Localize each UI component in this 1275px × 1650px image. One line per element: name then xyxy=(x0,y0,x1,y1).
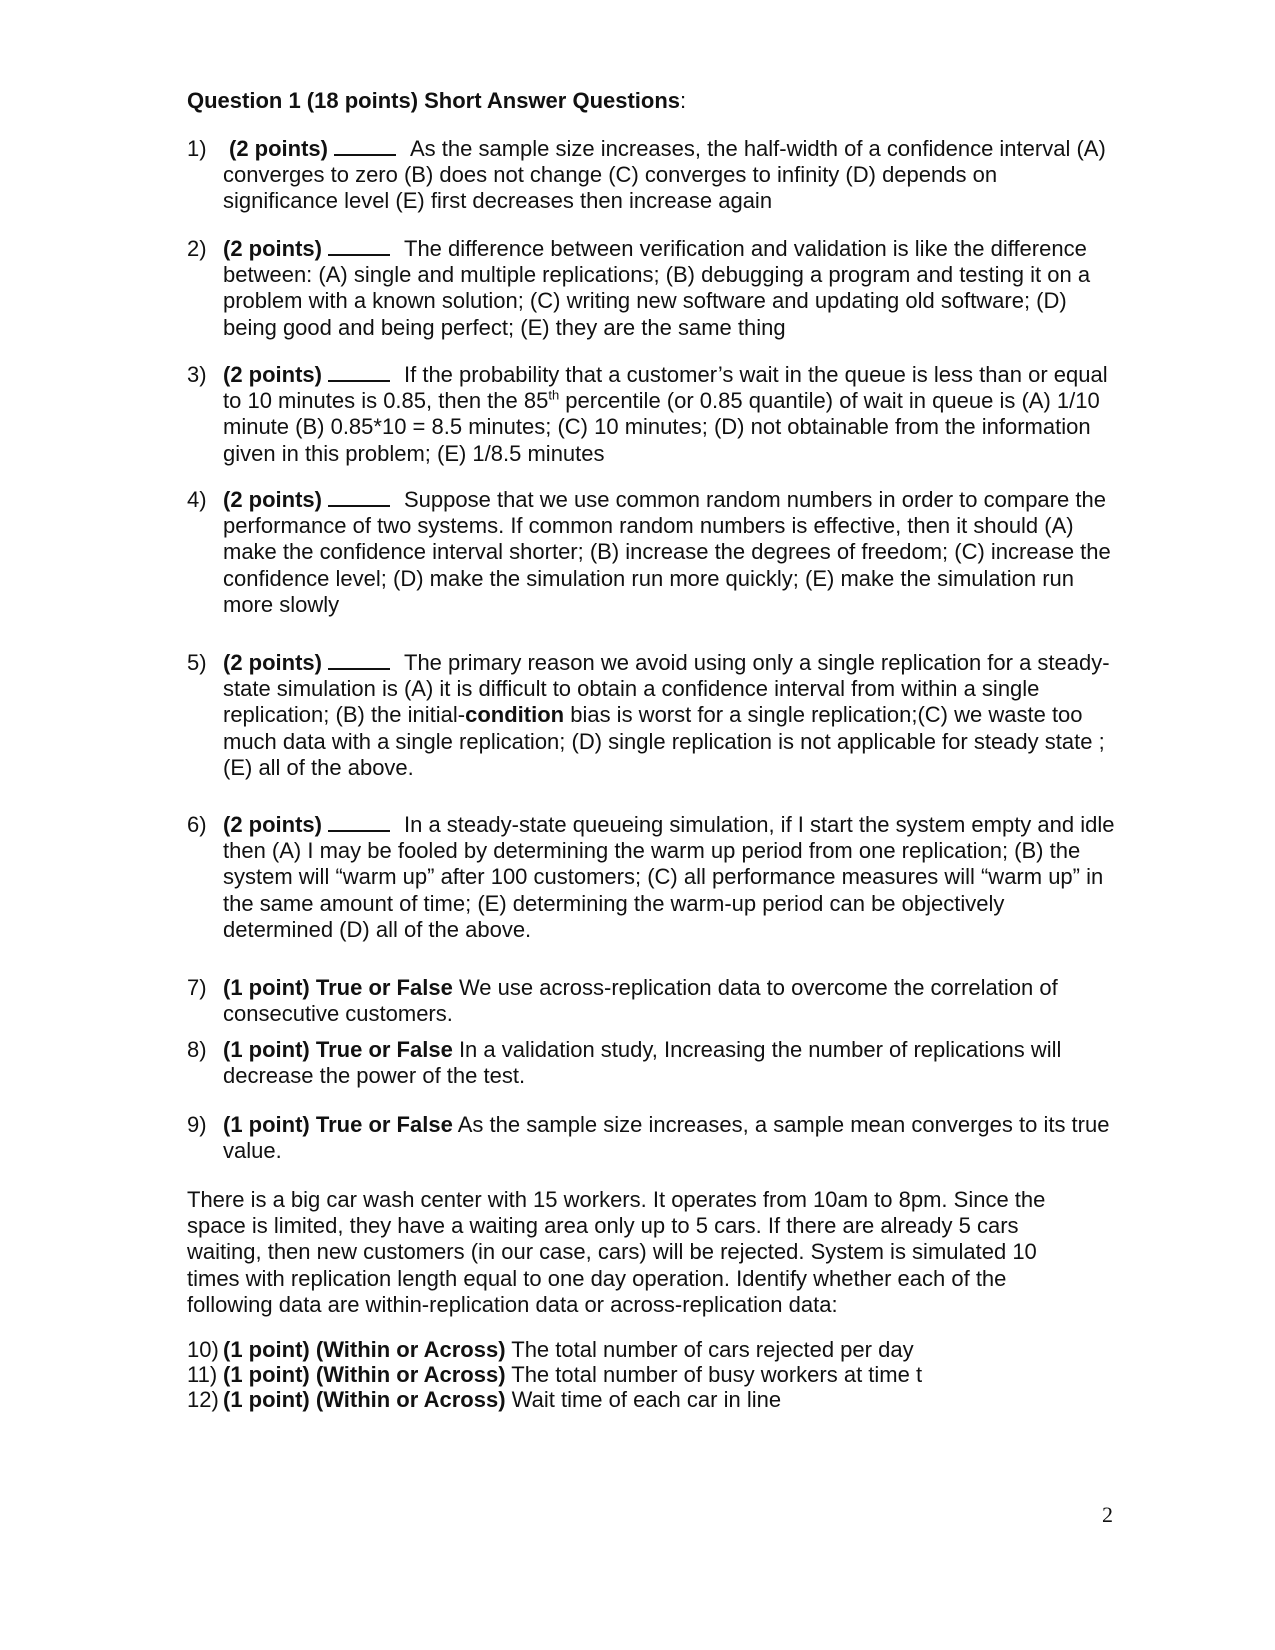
question-text: The total number of busy workers at time t xyxy=(511,1362,923,1387)
question-points: (2 points) xyxy=(223,236,322,261)
superscript-th: th xyxy=(548,387,560,403)
question-number: 11) xyxy=(187,1362,218,1387)
question-text-cont: bias is worst for a single replication;(C) we waste too much data with a single replication; (D) single replication is not applicable for steady state ;(E) all of the above. xyxy=(223,702,1105,780)
answer-blank[interactable] xyxy=(328,487,390,507)
page-number: 2 xyxy=(1102,1502,1113,1527)
question-6 xyxy=(187,812,1117,943)
question-number: 7) xyxy=(187,975,207,1000)
answer-blank[interactable] xyxy=(328,812,390,832)
question-9 xyxy=(187,1112,1117,1164)
question-number: 1) xyxy=(187,136,207,161)
question-text: In a validation study, Increasing the number of replications will decrease the power of the test. xyxy=(223,1037,1062,1089)
question-4 xyxy=(187,487,1117,618)
question-number: 9) xyxy=(187,1112,207,1137)
within-across-label[interactable]: (1 point) (Within or Across) xyxy=(223,1362,506,1387)
question-text-cont: percentile (or 0.85 quantile) of wait in queue is (A) 1/10 minute (B) 0.85*10 = 8.5 minutes; (C) 10 minutes; (D) not obtainable from the information given in this problem; (E) 1/8.5 minutes xyxy=(223,388,1100,466)
question-text: The total number of cars rejected per day xyxy=(511,1337,914,1362)
question-number: 8) xyxy=(187,1037,207,1062)
scenario-paragraph: There is a big car wash center with 15 workers. It operates from 10am to 8pm. Since the space is limited, they have a waiting area only up to 5 cars. If there are already 5 cars waiting, then new customers (in our case, cars) will be rejected. System is simulated 10 times with replication length equal to one day operation. Identify whether each of the following data are within-replication data or across-replication data: xyxy=(187,1187,1046,1317)
answer-blank[interactable] xyxy=(328,362,390,382)
bold-word: condition xyxy=(465,702,565,728)
question-12 xyxy=(187,1387,1087,1413)
question-number: 12) xyxy=(187,1387,219,1412)
question-11 xyxy=(187,1362,1087,1388)
true-false-label[interactable]: (1 point) True or False xyxy=(223,1037,453,1062)
question-2 xyxy=(187,236,1117,341)
question-points: (2 points) xyxy=(223,362,322,387)
question-text: The primary reason we avoid using only a single replication for a steady-state simulation is (A) it is difficult to obtain a confidence interval from within a single replication; (B) the initial- xyxy=(223,650,1110,728)
question-heading xyxy=(187,88,686,114)
question-5 xyxy=(187,650,1117,781)
true-false-label[interactable]: (1 point) True or False xyxy=(223,975,453,1000)
question-text: Suppose that we use common random numbers in order to compare the performance of two systems. If common random numbers is effective, then it should (A) make the confidence interval shorter; (B) increase the degrees of freedom; (C) increase the confidence level; (D) make the simulation run more quickly; (E) make the simulation run more slowly xyxy=(223,487,1111,617)
question-text: Wait time of each car in line xyxy=(511,1387,782,1412)
answer-blank[interactable] xyxy=(328,236,390,256)
question-8 xyxy=(187,1037,1117,1089)
question-number: 2) xyxy=(187,236,207,261)
question-text: We use across-replication data to overcome the correlation of consecutive customers. xyxy=(223,975,1058,1027)
question-points: (2 points) xyxy=(229,136,328,161)
question-text: If the probability that a customer’s wait in the queue is less than or equal to 10 minutes is 0.85, then the 85 xyxy=(223,362,1108,414)
true-false-label[interactable]: (1 point) True or False xyxy=(223,1112,453,1137)
question-number: 10) xyxy=(187,1337,219,1362)
question-points: (2 points) xyxy=(223,650,322,675)
question-points: (2 points) xyxy=(223,812,322,837)
question-3 xyxy=(187,362,1117,467)
question-number: 6) xyxy=(187,812,207,837)
heading-title: Question 1 (18 points) Short Answer Questions xyxy=(187,88,681,113)
question-text: As the sample size increases, the half-width of a confidence interval (A) converges to zero (B) does not change (C) converges to infinity (D) depends on significance level (E) first decreases then increase again xyxy=(223,136,1106,214)
within-across-label[interactable]: (1 point) (Within or Across) xyxy=(223,1337,506,1362)
within-across-label[interactable]: (1 point) (Within or Across) xyxy=(223,1387,506,1412)
question-1 xyxy=(187,136,1117,215)
question-text: As the sample size increases, a sample mean converges to its true value. xyxy=(223,1112,1110,1164)
heading-colon: : xyxy=(680,88,687,113)
question-text: In a steady-state queueing simulation, if I start the system empty and idle then (A) I may be fooled by determining the warm up period from one replication; (B) the system will “warm up” after 100 customers; (C) all performance measures will “warm up” in the same amount of time; (E) determining the warm-up period can be objectively determined (D) all of the above. xyxy=(223,812,1115,942)
question-7 xyxy=(187,975,1117,1027)
answer-blank[interactable] xyxy=(328,650,390,670)
question-number: 3) xyxy=(187,362,207,387)
question-number: 4) xyxy=(187,487,207,512)
question-points: (2 points) xyxy=(223,487,322,512)
question-10 xyxy=(187,1337,1087,1363)
question-number: 5) xyxy=(187,650,207,675)
answer-blank[interactable] xyxy=(334,136,396,156)
question-text: The difference between verification and validation is like the difference between: (A) single and multiple replications; (B) debugging a program and testing it on a problem with a known solution; (C) writing new software and updating old software; (D) being good and being perfect; (E) they are the same thing xyxy=(223,236,1091,340)
